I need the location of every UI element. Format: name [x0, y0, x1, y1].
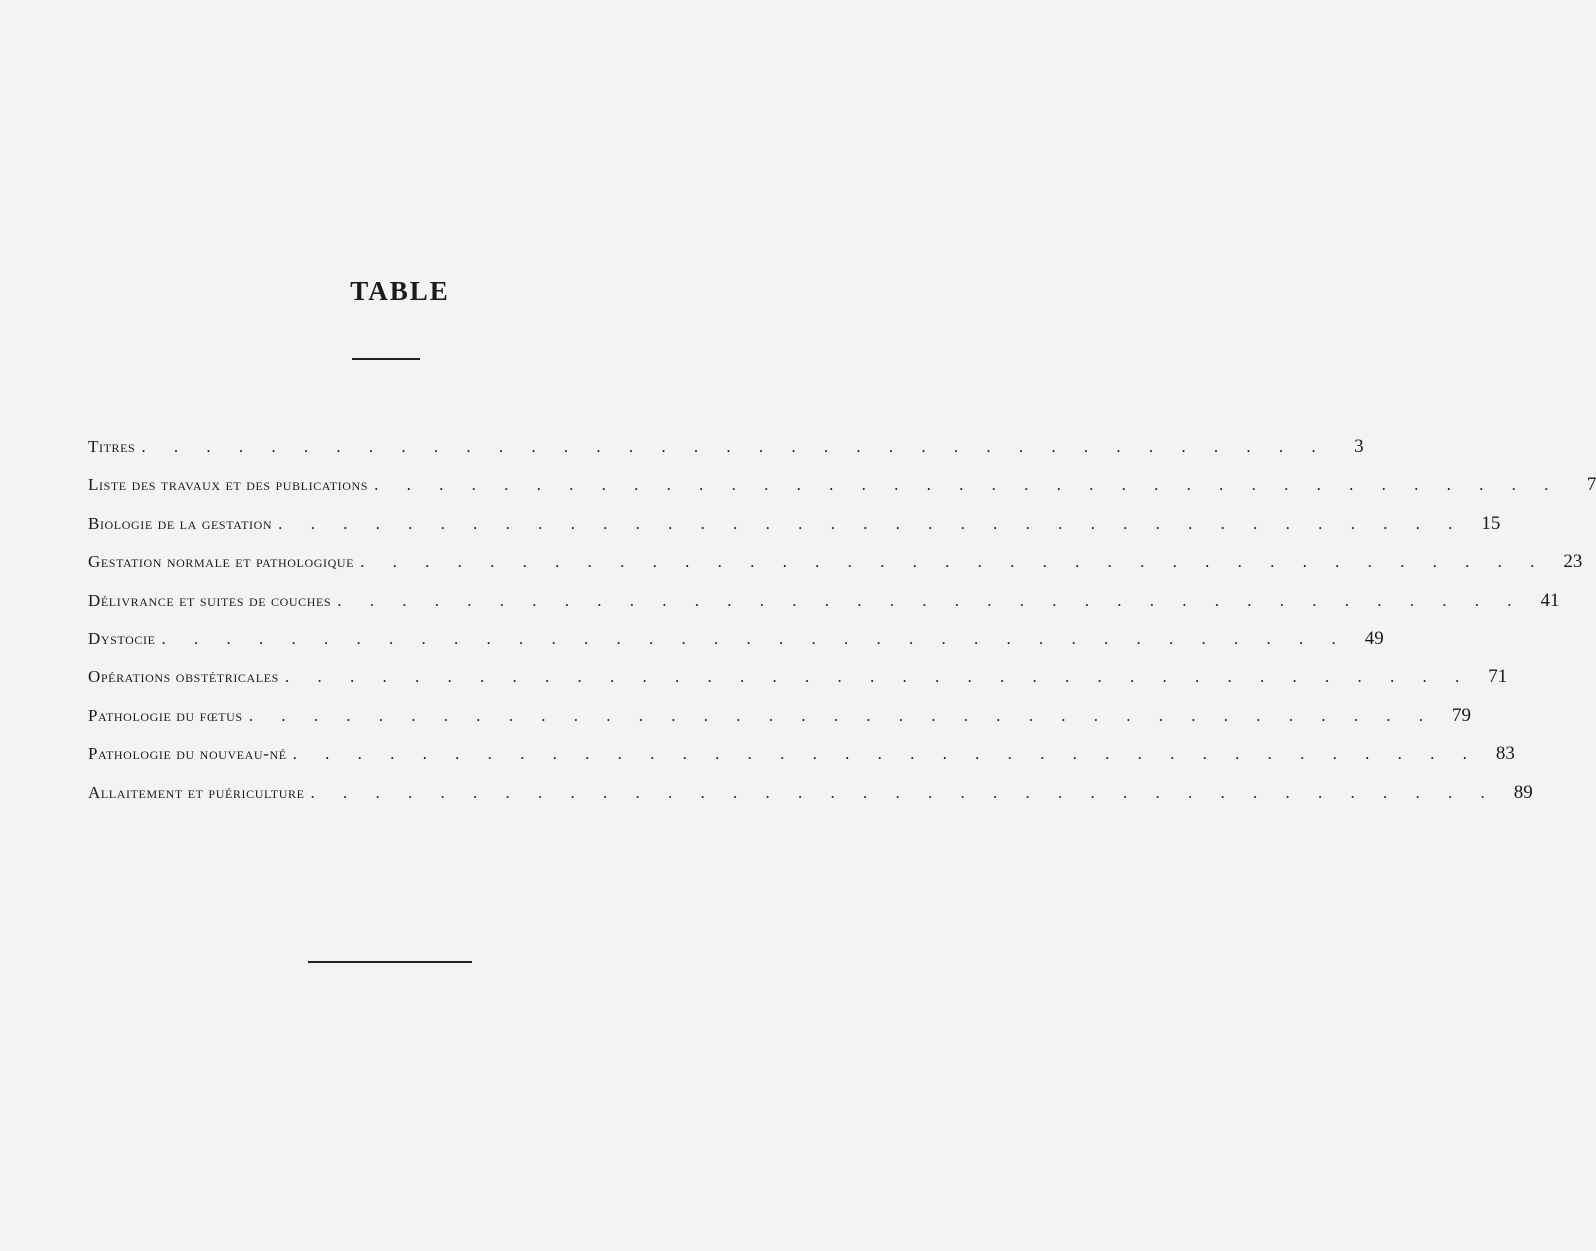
- toc-entry-label: Opérations obstétricales: [88, 667, 279, 687]
- dot-leader: . . . . . . . . . . . . . . . . . . . . . . . . . . . . . . . . . . . . .: [161, 628, 1348, 648]
- toc-entry-label: Gestation normale et pathologique: [88, 552, 355, 572]
- toc-page-number: 71: [1488, 666, 1508, 688]
- toc-entry-label: Dystocie: [88, 628, 156, 648]
- table-of-contents: [88, 436, 1596, 820]
- dot-leader: . . . . . . . . . . . . . . . . . . . . . . . . . . . . . . . . . . . . .: [278, 513, 1465, 533]
- dot-leader: . . . . . . . . . . . . . . . . . . . . . . . . . . . . . . . . . . . . .: [248, 705, 1435, 725]
- toc-entry-label: Allaitement et puériculture: [88, 782, 305, 802]
- toc-entry: [88, 666, 1508, 704]
- toc-entry-label: Pathologie du fœtus: [88, 705, 243, 725]
- toc-entry-label: Biologie de la gestation: [88, 513, 273, 533]
- toc-page-number: 15: [1481, 512, 1501, 534]
- toc-entry: [88, 781, 1533, 820]
- closing-divider: [308, 961, 472, 963]
- toc-entry: [88, 436, 1364, 474]
- dot-leader: . . . . . . . . . . . . . . . . . . . . . . . . . . . . . . . . . . . . .: [360, 552, 1547, 572]
- dot-leader: . . . . . . . . . . . . . . . . . . . . . . . . . . . . . . . . . . . . .: [337, 590, 1524, 610]
- toc-entry-label: Pathologie du nouveau-né: [88, 744, 287, 764]
- dot-leader: . . . . . . . . . . . . . . . . . . . . . . . . . . . . . . . . . . . . .: [292, 744, 1479, 764]
- toc-page-number: 83: [1495, 743, 1515, 765]
- toc-entry-label: Titres: [88, 437, 136, 456]
- page-title: TABLE: [350, 276, 450, 306]
- dot-leader: . . . . . . . . . . . . . . . . . . . . . . . . . . . . . . . . . . . . .: [141, 437, 1328, 456]
- dot-leader: . . . . . . . . . . . . . . . . . . . . . . . . . . . . . . . . . . . . .: [310, 782, 1497, 802]
- toc-entry-label: Liste des travaux et des publications: [88, 475, 369, 495]
- dot-leader: . . . . . . . . . . . . . . . . . . . . . . . . . . . . . . . . . . . . .: [284, 667, 1472, 687]
- toc-entry: [88, 743, 1515, 781]
- toc-page-number: 7: [1586, 474, 1596, 496]
- dot-leader: . . . . . . . . . . . . . . . . . . . . . . . . . . . . . . . . . . . . .: [374, 475, 1561, 495]
- toc-entry-label: Délivrance et suites de couches: [88, 590, 332, 610]
- toc-page-number: 79: [1451, 704, 1471, 726]
- toc-entry: [88, 704, 1471, 743]
- toc-page-number: 49: [1364, 627, 1384, 649]
- toc-entry: [88, 589, 1560, 628]
- toc-entry: [88, 627, 1384, 666]
- toc-page-number: 41: [1540, 589, 1560, 611]
- toc-entry: [88, 512, 1501, 551]
- toc-entry: [88, 551, 1583, 589]
- title-divider: [352, 358, 420, 360]
- toc-page-number: 3: [1354, 436, 1364, 457]
- toc-entry: [88, 474, 1596, 512]
- toc-page-number: 23: [1563, 551, 1583, 573]
- toc-page-number: 89: [1513, 781, 1533, 803]
